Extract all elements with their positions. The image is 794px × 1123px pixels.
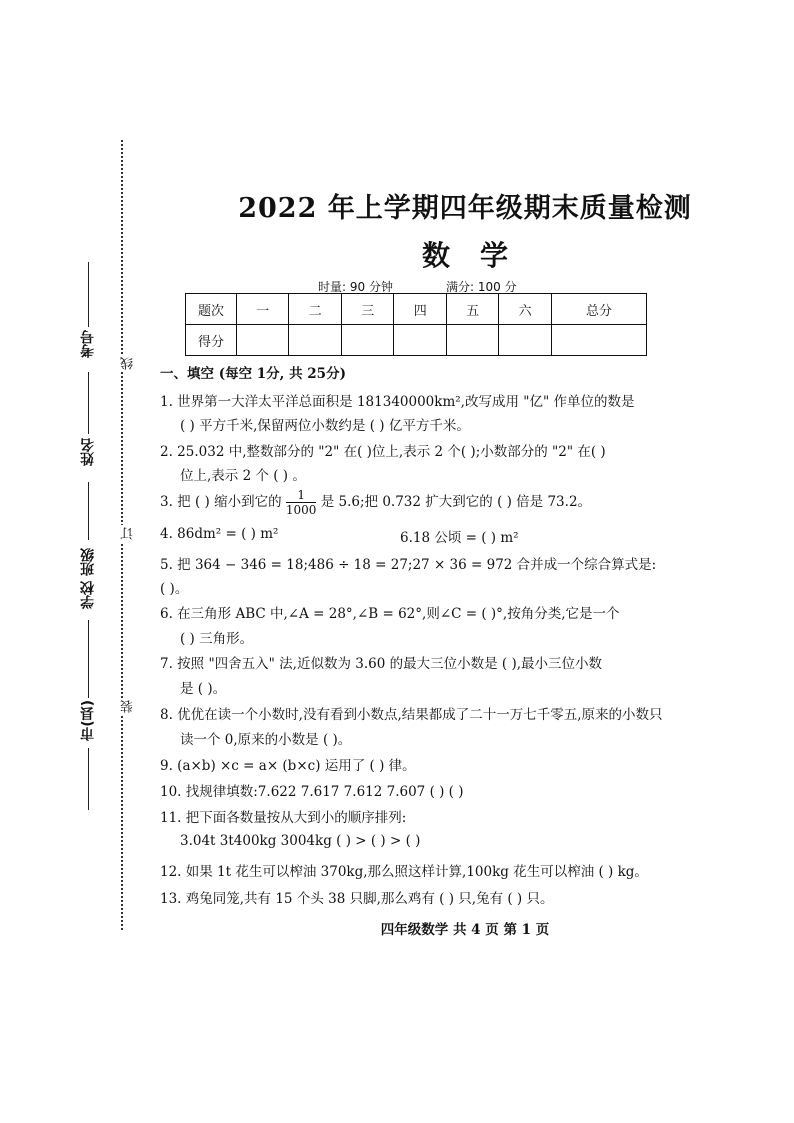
question-1-line-2: ( ) 平方千米,保留两位小数约是 ( ) 亿平方千米。 [180, 418, 470, 434]
class-underline [88, 482, 89, 540]
page-footer: 四年级数学 共 4 页 第 1 页 [380, 922, 550, 938]
question-5-line-2: ( )。 [160, 581, 189, 597]
question-5-line-1: 5. 把 364 − 346 = 18;486 ÷ 18 = 27;27 × 36 = 972 合并成一个综合算式是: [160, 557, 657, 573]
question-3 [160, 488, 591, 517]
subject-title: 数学 [421, 239, 538, 272]
score-cell: 总分 [551, 294, 646, 325]
full-score: 满分: 100 分 [446, 280, 517, 294]
score-cell: 六 [499, 294, 551, 325]
question-4-part-1: 4. 86dm² = ( ) m² [160, 526, 279, 542]
score-cell: 一 [237, 294, 289, 325]
question-1-line-1: 1. 世界第一大洋太平洋总面积是 181340000km²,改写成用 "亿" 作单位的数是 [160, 394, 635, 410]
name-label: 姓名 [80, 438, 96, 466]
fraction [286, 488, 317, 517]
exam-no-underline [88, 262, 89, 327]
score-cell: 二 [289, 294, 341, 325]
question-8-line-2: 读一个 0,原来的小数是 ( )。 [180, 732, 352, 748]
score-input-cell[interactable] [341, 325, 393, 356]
question-10: 10. 找规律填数:7.622 7.617 7.612 7.607 ( ) ( ) [160, 784, 464, 800]
binding-word-xian: 线 [121, 357, 136, 370]
score-input-cell[interactable] [499, 325, 551, 356]
score-table-score-row [186, 325, 647, 356]
binding-word-ding: 订 [121, 527, 136, 540]
question-12: 12. 如果 1t 花生可以榨油 370kg,那么照这样计算,100kg 花生可以榨油 ( ) kg。 [160, 864, 648, 880]
question-2-line-2: 位上,表示 2 个 ( ) 。 [180, 468, 306, 484]
score-cell: 五 [446, 294, 498, 325]
score-input-cell[interactable] [237, 325, 289, 356]
score-input-cell[interactable] [394, 325, 446, 356]
question-4-part-2: 6.18 公顷 = ( ) m² [400, 530, 519, 546]
question-6-line-2: ( ) 三角形。 [180, 631, 254, 647]
score-cell: 三 [341, 294, 393, 325]
fraction-denominator: 1000 [285, 503, 317, 517]
question-3-prefix: 3. 把 ( ) 缩小到它的 [160, 494, 282, 510]
fraction-numerator: 1 [286, 488, 317, 503]
question-11-line-2: 3.04t 3t400kg 3004kg ( ) > ( ) > ( ) [180, 833, 421, 849]
question-7-line-1: 7. 按照 "四舍五入" 法,近似数为 3.60 的最大三位小数是 ( ),最小三位小数 [160, 656, 603, 672]
question-6-line-1: 6. 在三角形 ABC 中,∠A = 28°,∠B = 62°,则∠C = ( )°,按角分类,它是一个 [160, 606, 620, 622]
exam-no-label: 考号 [80, 330, 96, 358]
question-11-line-1: 11. 把下面各数量按从大到小的顺序排列: [160, 810, 407, 826]
exam-time: 时量: 90 分钟 [318, 280, 393, 294]
school-underline [88, 620, 89, 698]
score-cell: 四 [394, 294, 446, 325]
exam-title: 2022 年上学期四年级期末质量检测 [238, 193, 692, 224]
score-cell: 题次 [186, 294, 237, 325]
binding-word-zhuang: 装 [121, 700, 136, 713]
question-7-line-2: 是 ( )。 [180, 681, 227, 697]
question-8-line-1: 8. 优优在读一个小数时,没有看到小数点,结果都成了二十一万七千零五,原来的小数只 [160, 707, 663, 723]
city-label: 市(县) [80, 700, 96, 741]
score-input-cell[interactable] [289, 325, 341, 356]
question-3-suffix: 是 5.6;把 0.732 扩大到它的 ( ) 倍是 73.2。 [320, 494, 592, 510]
name-underline [88, 372, 89, 434]
score-input-cell[interactable] [551, 325, 646, 356]
question-2-line-1: 2. 25.032 中,整数部分的 "2" 在( )位上,表示 2 个( );小数部分的 "2" 在( ) [160, 444, 606, 460]
score-cell: 得分 [186, 325, 237, 356]
score-table [185, 293, 647, 356]
city-underline [88, 748, 89, 810]
score-input-cell[interactable] [446, 325, 498, 356]
score-table-header-row [186, 294, 647, 325]
school-class-label: 学校 班级 [80, 548, 96, 609]
question-13: 13. 鸡兔同笼,共有 15 个头 38 只脚,那么鸡有 ( ) 只,兔有 ( ) 只。 [160, 891, 554, 907]
section-heading: 一、填空 (每空 1分, 共 25分) [160, 366, 346, 382]
question-9: 9. (a×b) ×c = a× (b×c) 运用了 ( ) 律。 [160, 758, 416, 774]
